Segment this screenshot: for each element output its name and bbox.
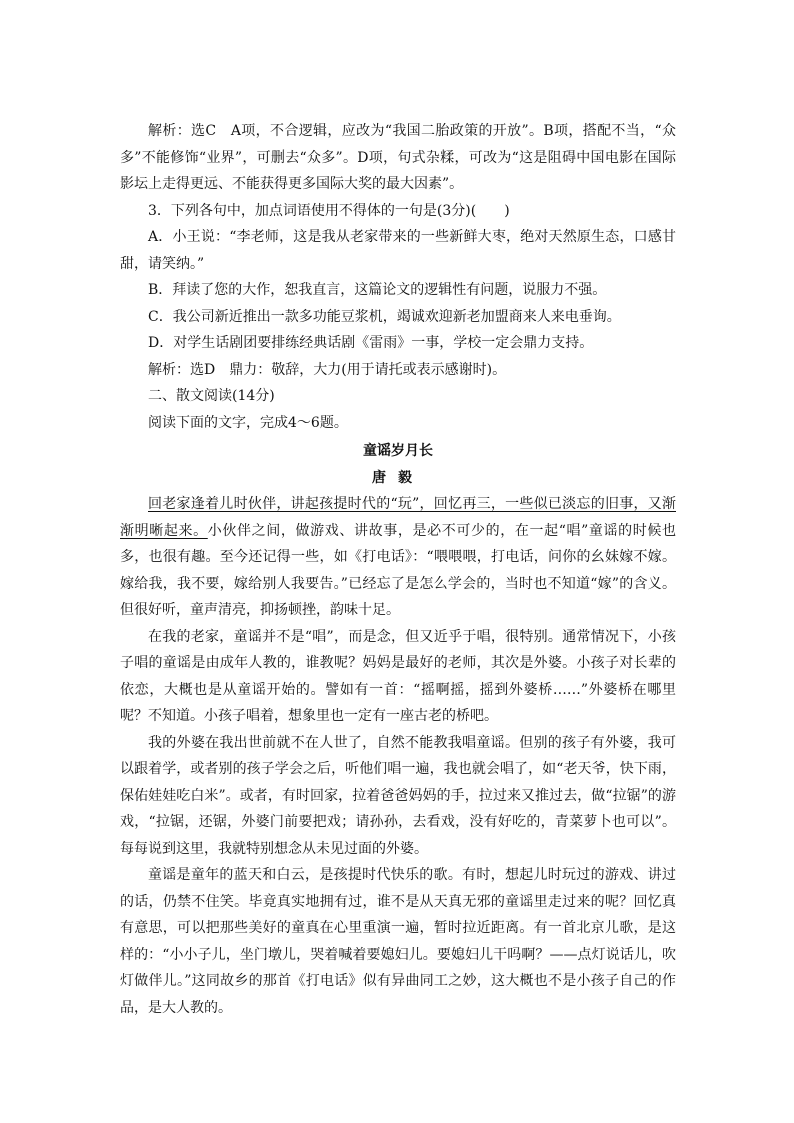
article-paragraph-1: [120, 491, 676, 624]
question-3-option-d: D．对学生话剧团要排练经典话剧《雷雨》一事，学校一定会鼎力支持。: [148, 335, 594, 351]
question-3-option-c: C．我公司新近推出一款多功能豆浆机，竭诚欢迎新老加盟商来人来电垂询。: [148, 308, 621, 325]
article-paragraph-2: 在我的老家，童谣并不是“唱”，而是念，但又近乎于唱，很特别。通常情况下，小孩子唱的童谣是由成年人教的，谁教呢？妈妈是最好的老师，其次是外婆。小孩子对长辈的依恋，大概也是从童谣开始的。譬如有一首：“摇啊摇，摇到外婆桥……”外婆桥在哪里呢？不知道。小孩子唱着，想象里也一定有一座古老的桥吧。: [120, 628, 676, 724]
page-content: [120, 118, 676, 1021]
analysis-q2: 解析：选C A项，不合逻辑，应改为“我国二胎政策的开放”。B项，搭配不当，“众多”不能修饰“业界”，可删去“众多”。D项，句式杂糅，可改为“这是阻碍中国电影在国际影坛上走得更远、不能获得更多国际大奖的最大因素”。: [120, 123, 676, 192]
underlined-sentence: 回老家逢着儿时伙伴，讲起孩提时代的“玩”，回忆再三，一些似已淡忘的旧事，又渐渐明晰起来。: [120, 496, 676, 539]
section-heading: 二、散文阅读(14分): [148, 388, 275, 404]
question-3: 3．下列各句中，加点词语使用不得体的一句是(3分)( ): [148, 202, 510, 219]
article-author: 唐毅: [372, 469, 424, 486]
reading-instruction: 阅读下面的文字，完成4～6题。: [148, 414, 348, 431]
article-paragraph-3: 我的外婆在我出世前就不在人世了，自然不能教我唱童谣。但别的孩子有外婆，我可以跟着学，或者别的孩子学会之后，听他们唱一遍，我也就会唱了，如“老天爷，快下雨，保佑娃娃吃白米”。或者，有时回家，拉着爸爸妈妈的手，拉过来又推过去，做“拉锯”的游戏，“拉锯，还锯，外婆门前要把戏；请孙孙，去看戏，没有好吃的，青菜萝卜也可以”。每每说到这里，我就特别想念从未见过面的外婆。: [120, 734, 676, 857]
paragraph-1-rest: 小伙伴之间，做游戏、讲故事，是必不可少的，在一起“唱”童谣的时候也多，也很有趣。至今还记得一些，如《打电话》：“喂喂喂，打电话，问你的幺妹嫁不嫁。嫁给我，我不要，嫁给别人我要告。”已经忘了是怎么学会的，当时也不知道“嫁”的含义。但很好听，童声清亮，抑扬顿挫，韵味十足。: [120, 522, 676, 618]
analysis-q3: 解析：选D 鼎力：敬辞，大力(用于请托或表示感谢时)。: [148, 361, 507, 378]
question-3-option-b: B．拜读了您的大作，恕我直言，这篇论文的逻辑性有问题，说服力不强。: [148, 282, 607, 298]
article-paragraph-4: 童谣是童年的蓝天和白云，是孩提时代快乐的歌。有时，想起儿时玩过的游戏、讲过的话，仍禁不住笑。毕竟真实地拥有过，谁不是从天真无邪的童谣里走过来的呢？回忆真有意思，可以把那些美好的童真在心里重演一遍，暂时拉近距离。有一首北京儿歌，是这样的：“小小子儿，坐门墩儿，哭着喊着要媳妇儿。要媳妇儿干吗啊？——点灯说话儿，吹灯做伴儿。”这同故乡的那首《打电话》似有异曲同工之妙，这大概也不是小孩子自己的作品，是大人教的。: [120, 867, 676, 1016]
article-title: 童谣岁月长: [363, 443, 433, 459]
question-3-option-a: A．小王说：“李老师，这是我从老家带来的一些新鲜大枣，绝对天然原生态，口感甘甜，请笑纳。”: [120, 229, 676, 272]
